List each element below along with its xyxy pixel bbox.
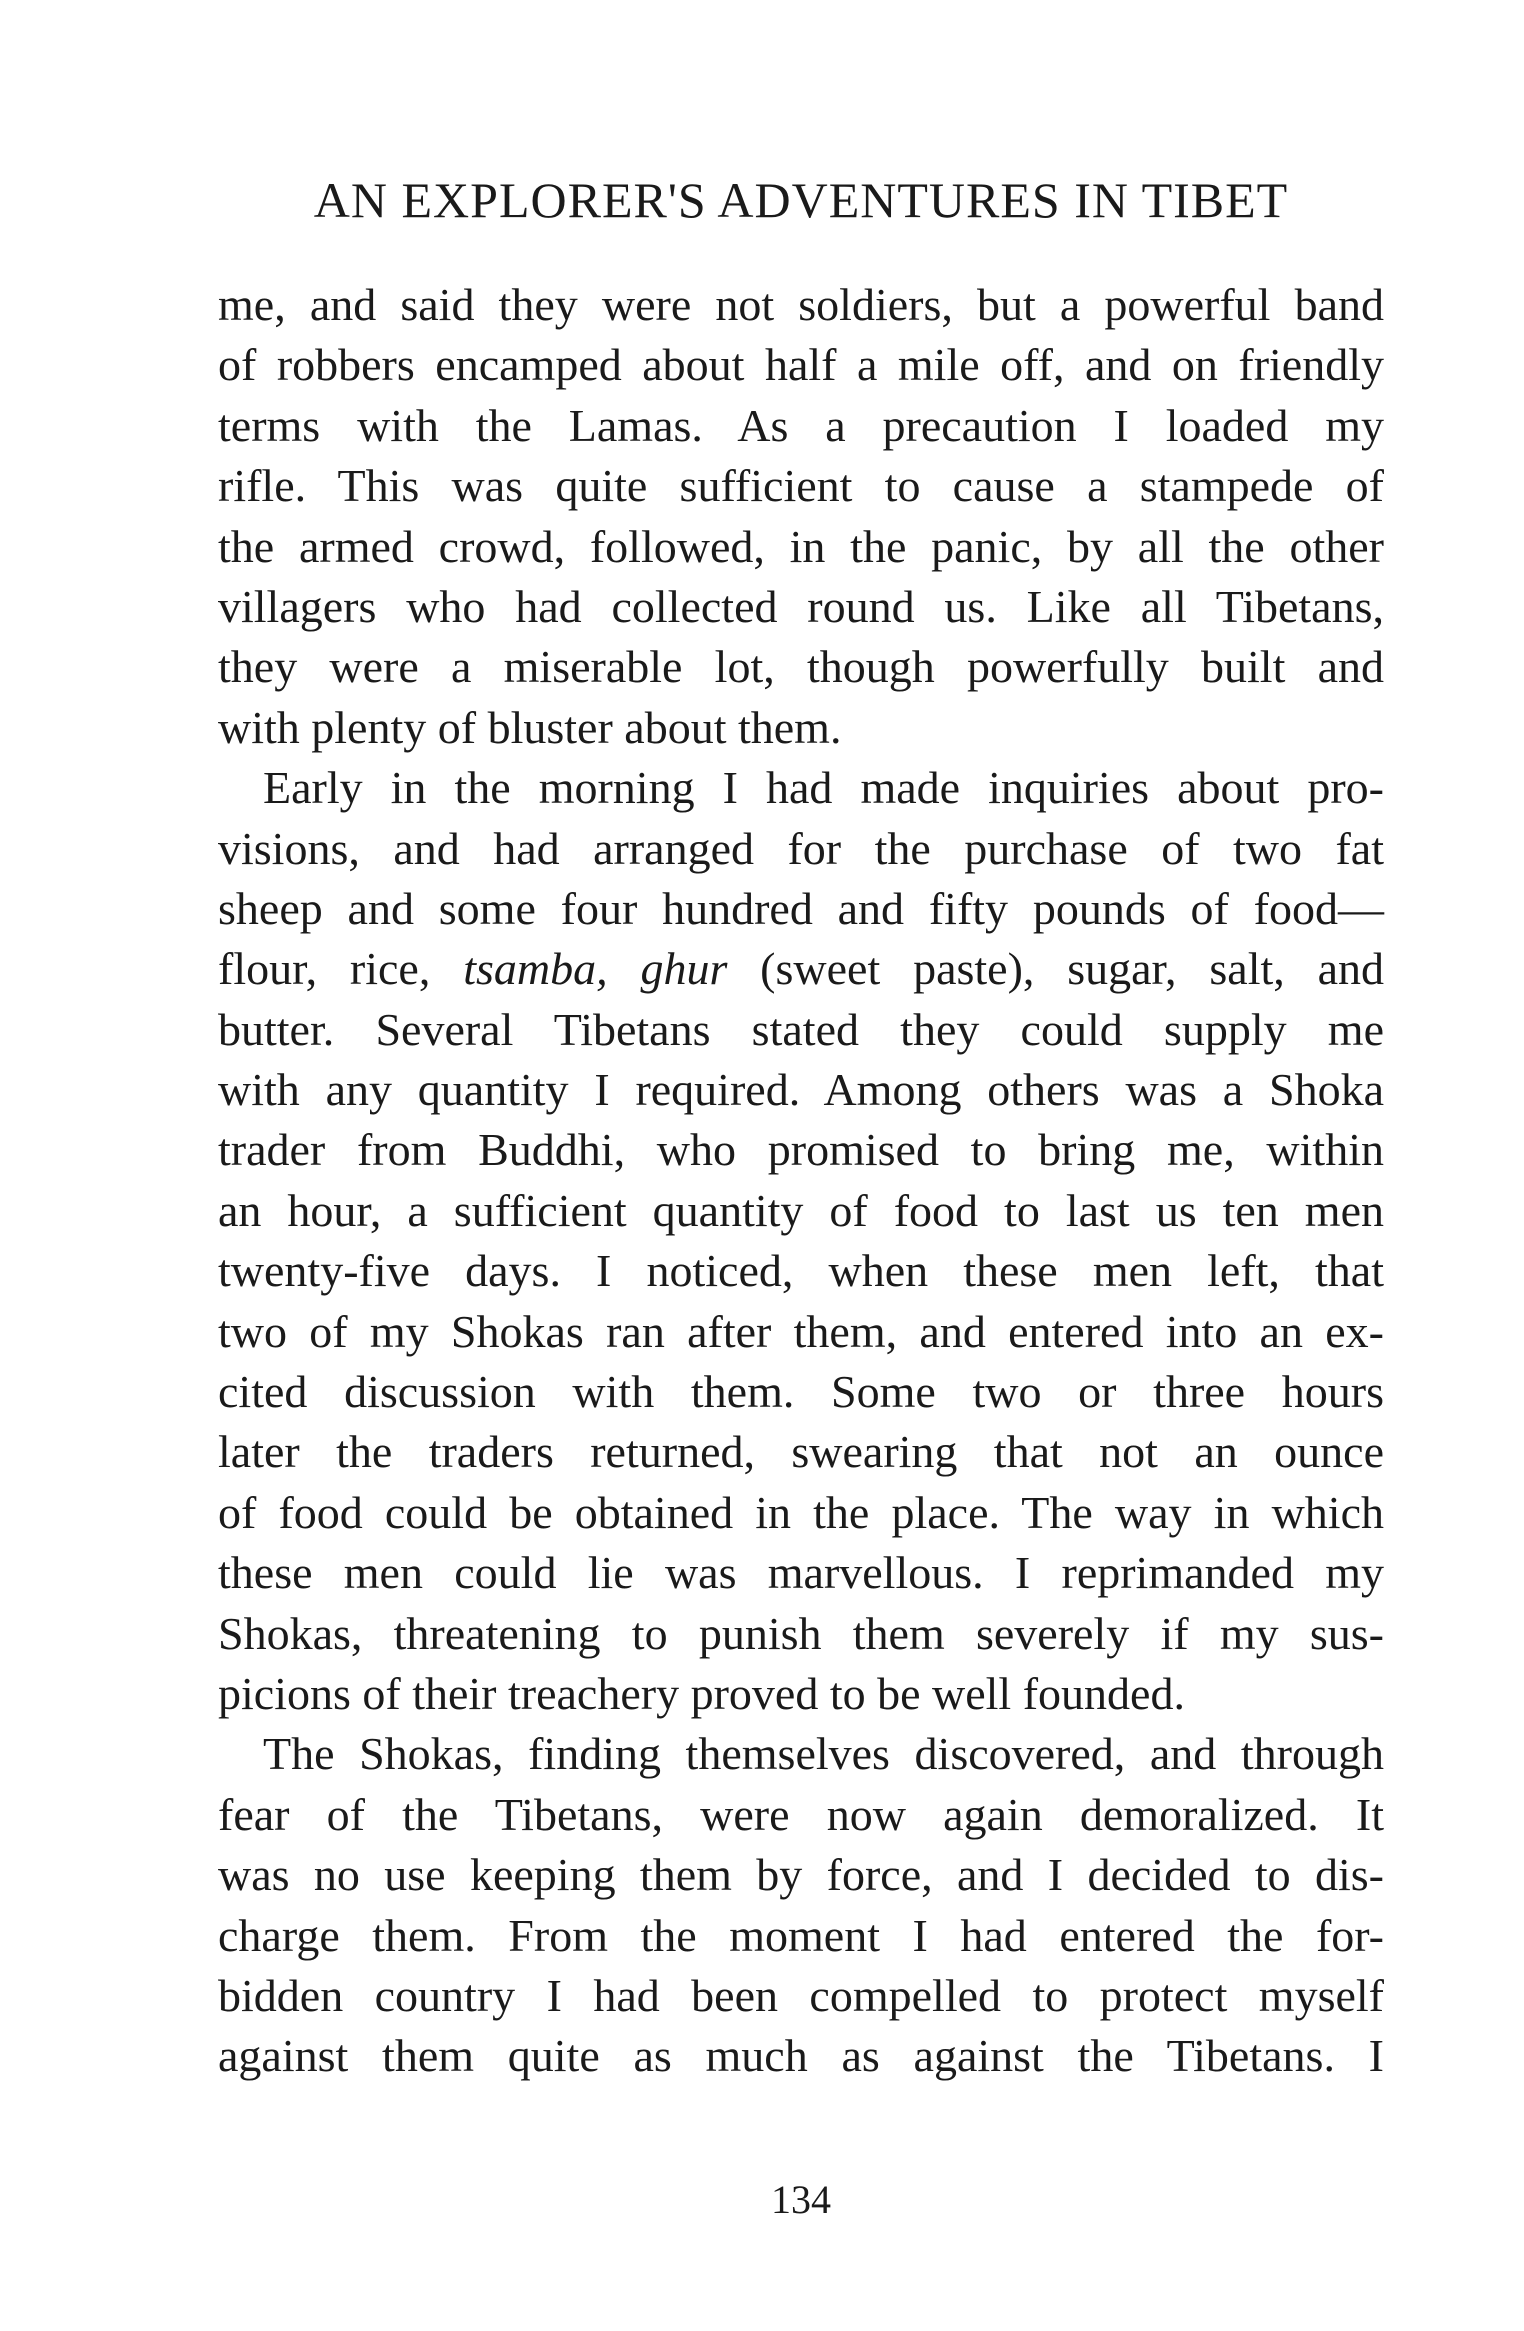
italic-term: ghur	[640, 943, 728, 995]
text-line: Early in the morning I had made inquiries about pro-	[263, 762, 1384, 814]
text-line: of food could be obtained in the place. The way in which	[218, 1486, 1384, 1538]
text-line: these men could lie was marvellous. I reprimanded my	[218, 1547, 1384, 1599]
text-line: The Shokas, finding themselves discovered, and through	[263, 1728, 1384, 1780]
text-line: the armed crowd, followed, in the panic, by all the other	[218, 520, 1384, 572]
text-line: was no use keeping them by force, and I decided to dis-	[218, 1849, 1384, 1901]
text-line: two of my Shokas ran after them, and entered into an ex-	[218, 1305, 1384, 1357]
text-line: cited discussion with them. Some two or three hours	[218, 1366, 1384, 1418]
text-line: Shokas, threatening to punish them severely if my sus-	[218, 1607, 1384, 1659]
text-line: charge them. From the moment I had entered the for-	[218, 1909, 1384, 1961]
paragraph-3	[218, 1724, 1384, 2086]
text-line: fear of the Tibetans, were now again demoralized. It	[218, 1788, 1384, 1840]
text-line: with plenty of bluster about them.	[218, 701, 842, 753]
body-text	[218, 275, 1384, 2087]
text-line: picions of their treachery proved to be well founded.	[218, 1667, 1185, 1719]
text-line: me, and said they were not soldiers, but a powerful band	[218, 279, 1384, 330]
text-line: terms with the Lamas. As a precaution I loaded my	[218, 399, 1384, 451]
text-line: sheep and some four hundred and fifty pounds of food—	[218, 882, 1384, 934]
text-line: trader from Buddhi, who promised to bring me, within	[218, 1124, 1384, 1176]
text-line: rifle. This was quite sufficient to cause a stampede of	[218, 460, 1384, 512]
text-run: flour, rice,	[218, 943, 464, 995]
text-line: with any quantity I required. Among others was a Shoka	[218, 1064, 1384, 1116]
running-head-title: AN EXPLORER'S ADVENTURES IN TIBET	[313, 172, 1289, 228]
page-number: 134	[771, 2177, 831, 2222]
paragraph-1	[218, 275, 1384, 758]
text-line: an hour, a sufficient quantity of food to last us ten men	[218, 1184, 1384, 1236]
text-line: bidden country I had been compelled to protect myself	[218, 1969, 1384, 2021]
text-line: twenty-five days. I noticed, when these men left, that	[218, 1245, 1384, 1297]
text-run	[608, 943, 641, 994]
text-line: butter. Several Tibetans stated they could supply me	[218, 1003, 1384, 1055]
text-line: they were a miserable lot, though powerfully built and	[218, 641, 1384, 693]
text-line: villagers who had collected round us. Like all Tibetans,	[218, 580, 1384, 632]
italic-term: tsamba,	[463, 943, 608, 995]
paragraph-2	[218, 758, 1384, 1724]
text-line: visions, and had arranged for the purchase of two fat	[218, 822, 1384, 874]
text-line: of robbers encamped about half a mile off, and on friendly	[218, 339, 1384, 391]
text-line-with-italics	[218, 939, 1384, 999]
book-page	[218, 0, 1384, 2331]
text-run: (sweet paste), sugar, salt, and	[727, 943, 1385, 995]
text-line: later the traders returned, swearing that not an ounce	[218, 1426, 1384, 1478]
text-line: against them quite as much as against the Tibetans. I	[218, 2030, 1384, 2082]
